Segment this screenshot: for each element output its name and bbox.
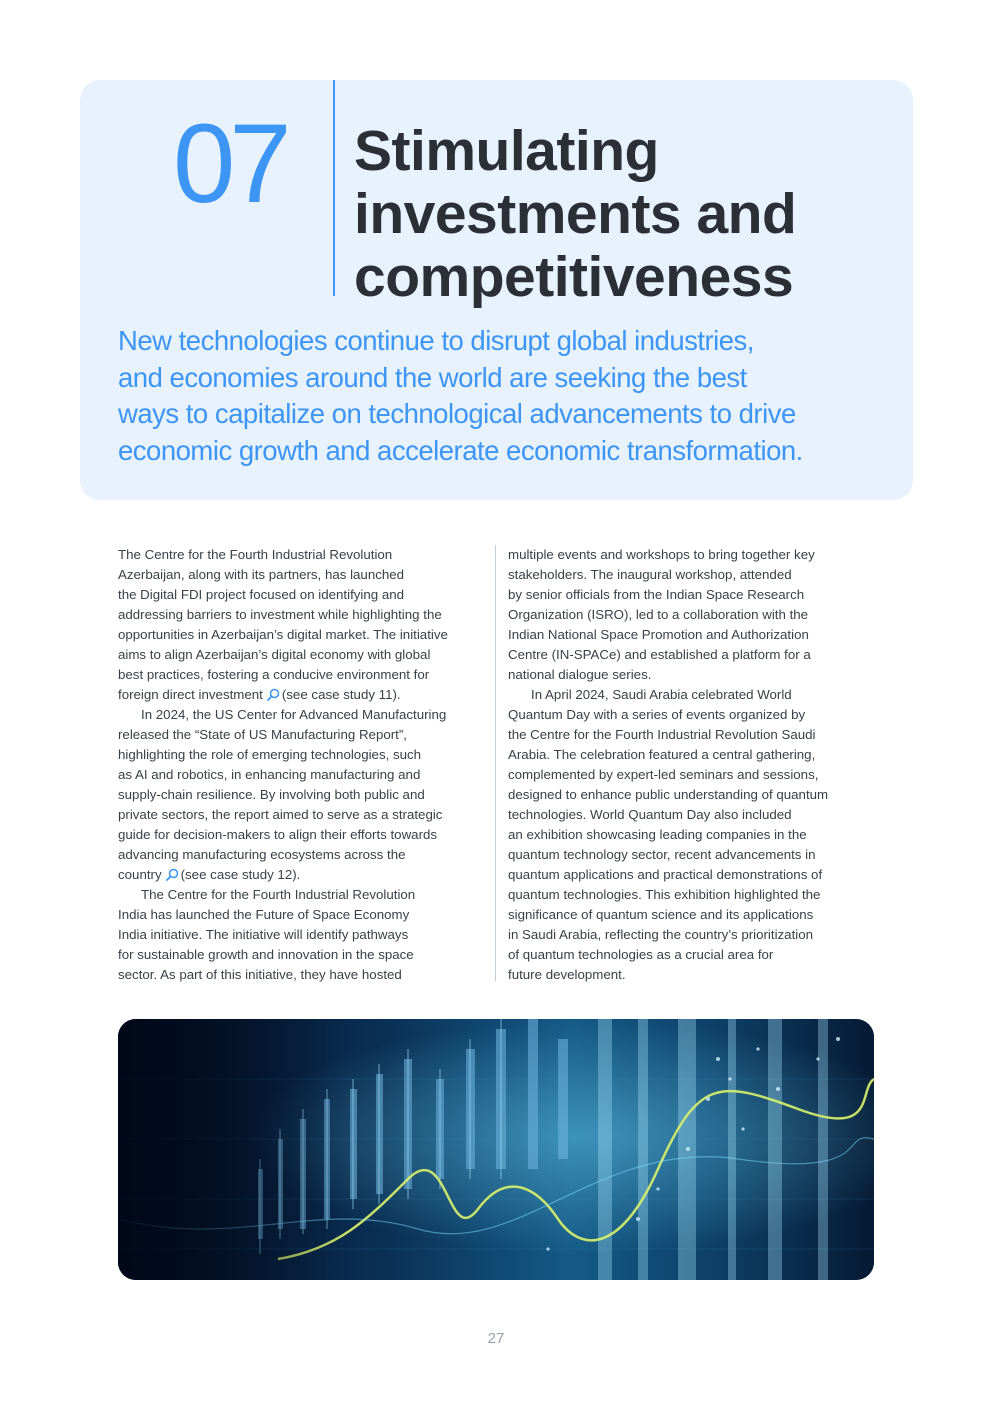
body-line: the Digital FDI project focused on identifying and — [118, 587, 405, 602]
search-icon[interactable] — [166, 867, 179, 880]
body-line: national dialogue series. — [508, 667, 652, 682]
body-line: Indian National Space Promotion and Authorization — [508, 627, 809, 642]
body-line: an exhibition showcasing leading companies in the — [508, 827, 807, 842]
body-line: of quantum technologies as a crucial area for — [508, 947, 774, 962]
body-column-right — [508, 545, 874, 985]
body-line: released the “State of US Manufacturing Report”, — [118, 727, 407, 742]
body-text: foreign direct investment — [118, 687, 263, 702]
column-divider — [495, 545, 496, 981]
chapter-number: 07 — [173, 101, 286, 226]
body-line: best practices, fostering a conducive environment for — [118, 667, 430, 682]
body-line: Centre (IN-SPACe) and established a platform for a — [508, 647, 811, 662]
body-line: quantum technologies. This exhibition highlighted the — [508, 887, 821, 902]
body-line: advancing manufacturing ecosystems across the — [118, 847, 406, 862]
body-line: In 2024, the US Center for Advanced Manufacturing — [141, 707, 447, 722]
body-line: The Centre for the Fourth Industrial Revolution — [118, 547, 393, 562]
body-line: Organization (ISRO), led to a collaboration with the — [508, 607, 809, 622]
page-number: 27 — [487, 1330, 505, 1347]
body-line: stakeholders. The inaugural workshop, attended — [508, 567, 792, 582]
body-line: quantum technology sector, recent advancements in — [508, 847, 816, 862]
case-study-link[interactable]: (see case study 11). — [281, 687, 401, 702]
finance-data-illustration — [118, 1019, 874, 1280]
body-line: highlighting the role of emerging technologies, such — [118, 747, 422, 762]
body-line: sector. As part of this initiative, they have hosted — [118, 967, 402, 982]
chapter-divider — [333, 80, 335, 296]
lede-line: and economies around the world are seeking the best — [118, 361, 747, 393]
body-line: designed to enhance public understanding of quantum — [508, 787, 829, 802]
body-line: by senior officials from the Indian Space Research — [508, 587, 805, 602]
body-line: private sectors, the report aimed to serve as a strategic — [118, 807, 443, 822]
body-line: technologies. World Quantum Day also included — [508, 807, 792, 822]
body-line: opportunities in Azerbaijan’s digital market. The initiative — [118, 627, 448, 642]
lede-line: New technologies continue to disrupt global industries, — [118, 325, 754, 356]
body-line: future development. — [508, 967, 626, 982]
body-line: as AI and robotics, in enhancing manufacturing and — [118, 767, 421, 782]
body-line: aims to align Azerbaijan’s digital economy with global — [118, 647, 431, 662]
body-line: significance of quantum science and its applications — [508, 907, 814, 922]
body-line: India initiative. The initiative will identify pathways — [118, 927, 409, 942]
body-line: quantum applications and practical demonstrations of — [508, 867, 823, 882]
body-line: The Centre for the Fourth Industrial Revolution — [141, 887, 416, 902]
chapter-title — [354, 120, 894, 309]
body-line — [118, 865, 484, 885]
body-line: guide for decision-makers to align their efforts towards — [118, 827, 438, 842]
chapter-lede — [118, 323, 898, 469]
body-line: addressing barriers to investment while highlighting the — [118, 607, 442, 622]
chapter-title-line: investments and — [354, 182, 797, 246]
body-line — [118, 685, 484, 705]
body-line: Azerbaijan, along with its partners, has launched — [118, 567, 405, 582]
body-text: country — [118, 867, 162, 882]
chapter-title-line: Stimulating — [354, 119, 659, 183]
body-line: complemented by expert-led seminars and sessions, — [508, 767, 819, 782]
lede-line: ways to capitalize on technological advancements to drive — [118, 398, 796, 429]
body-column-left — [118, 545, 484, 985]
chapter-title-line: competitiveness — [354, 245, 794, 309]
body-line: India has launched the Future of Space Economy — [118, 907, 410, 922]
body-line: the Centre for the Fourth Industrial Revolution Saudi — [508, 727, 816, 742]
case-study-link[interactable]: (see case study 12). — [180, 867, 301, 882]
search-icon[interactable] — [267, 687, 280, 700]
body-line: for sustainable growth and innovation in the space — [118, 947, 414, 962]
body-line: multiple events and workshops to bring together key — [508, 547, 815, 562]
candlestick-chart-illustration — [118, 1019, 874, 1280]
body-line: Arabia. The celebration featured a central gathering, — [508, 747, 816, 762]
body-line: in Saudi Arabia, reflecting the country’s prioritization — [508, 927, 814, 942]
body-line: Quantum Day with a series of events organized by — [508, 707, 806, 722]
lede-line: economic growth and accelerate economic transformation. — [118, 434, 803, 466]
body-line: supply-chain resilience. By involving both public and — [118, 787, 425, 802]
body-line: In April 2024, Saudi Arabia celebrated World — [531, 687, 792, 702]
